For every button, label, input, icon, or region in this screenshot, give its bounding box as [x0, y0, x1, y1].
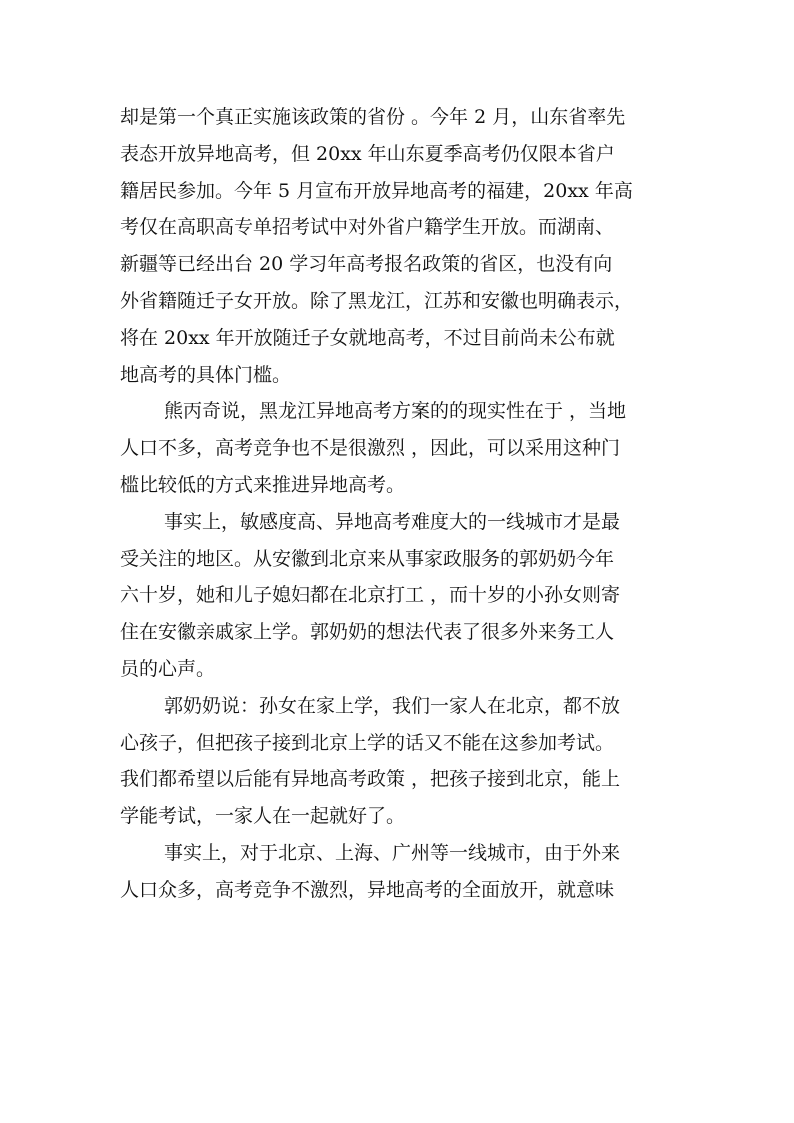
text-line: 槛比较低的方式来推进异地高考。 [120, 473, 406, 496]
text-line: 考仅在高职高专单招考试中对外省户籍学生开放。而湖南、 [120, 216, 615, 239]
text-line: 将在 20xx 年开放随迁子女就地高考，不过目前尚未公布就 [120, 326, 615, 349]
paragraph-first-line: 事实上，对于北京、上海、广州等一线城市，由于外来 [164, 841, 621, 864]
text-line: 人口众多，高考竞争不激烈，异地高考的全面放开，就意味 [120, 878, 615, 901]
paragraph-first-line: 熊丙奇说，黑龙江异地高考方案的的现实性在于 ，当地 [164, 400, 627, 423]
text-line: 心孩子，但把孩子接到北京上学的话又不能在这参加考试。 [120, 731, 615, 754]
text-line: 我们都希望以后能有异地高考政策 ，把孩子接到北京，能上 [120, 768, 621, 791]
text-line: 外省籍随迁子女开放。除了黑龙江，江苏和安徽也明确表示， [120, 289, 634, 312]
text-line: 地高考的具体门槛。 [120, 363, 292, 386]
text-line: 受关注的地区。从安徽到北京来从事家政服务的郭奶奶今年 [120, 547, 615, 570]
text-line: 员的心声。 [120, 657, 216, 680]
paragraph-first-line: 郭奶奶说：孙女在家上学，我们一家人在北京，都不放 [164, 694, 621, 717]
text-line: 表态开放异地高考，但 20xx 年山东夏季高考仍仅限本省户 [120, 142, 615, 165]
text-line: 新疆等已经出台 20 学习年高考报名政策的省区，也没有向 [120, 253, 613, 276]
document-body [120, 99, 680, 909]
paragraph-first-line: 事实上，敏感度高、异地高考难度大的一线城市才是最 [164, 510, 621, 533]
text-line: 学能考试，一家人在一起就好了。 [120, 805, 406, 828]
text-line: 六十岁，她和儿子媳妇都在北京打工 ，而十岁的小孙女则寄 [120, 584, 621, 607]
text-line: 却是第一个真正实施该政策的省份 。今年 2 月，山东省率先 [120, 106, 626, 128]
text-line: 住在安徽亲戚家上学。郭奶奶的想法代表了很多外来务工人 [120, 621, 615, 644]
text-line: 人口不多，高考竞争也不是很激烈 ，因此，可以采用这种门 [120, 437, 621, 460]
text-line: 籍居民参加。今年 5 月宣布开放异地高考的福建，20xx 年高 [120, 179, 633, 202]
